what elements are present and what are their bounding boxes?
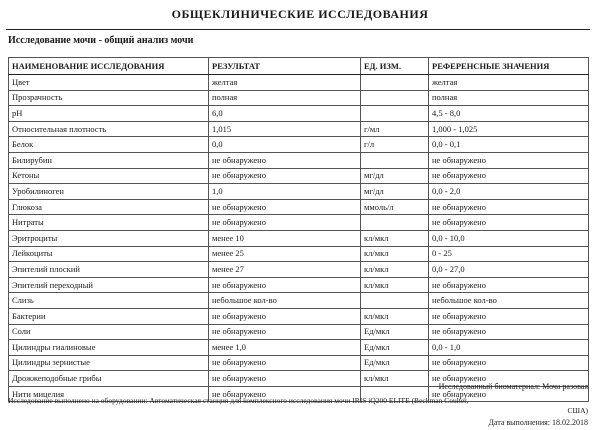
cell-test-name: Нитраты <box>9 215 209 231</box>
cell-unit <box>361 293 429 309</box>
cell-unit: кл/мкл <box>361 308 429 324</box>
cell-test-name: Кетоны <box>9 168 209 184</box>
cell-reference: 0,0 - 10,0 <box>429 230 589 246</box>
cell-reference: 0,0 - 1,0 <box>429 340 589 356</box>
cell-test-name: Цилиндры зернистые <box>9 355 209 371</box>
cell-result: не обнаружено <box>209 324 361 340</box>
cell-test-name: Соли <box>9 324 209 340</box>
table-row <box>9 75 589 91</box>
cell-test-name: Нити мицелия <box>9 386 209 402</box>
cell-unit: ммоль/л <box>361 199 429 215</box>
cell-unit <box>361 215 429 231</box>
cell-unit: Ед/мкл <box>361 340 429 356</box>
cell-reference: небольшое кол-во <box>429 293 589 309</box>
table-header-row <box>9 58 589 75</box>
cell-result: не обнаружено <box>209 199 361 215</box>
cell-reference: 1,000 - 1,025 <box>429 121 589 137</box>
cell-test-name: Прозрачность <box>9 90 209 106</box>
cell-reference: не обнаружено <box>429 386 589 402</box>
equipment-note-text: Исследование выполнено на оборудовании: Автоматическая станция для комплексного исследования мочи IRIS iQ200 ELITE (Beckman Coulter, <box>8 396 469 405</box>
cell-reference: не обнаружено <box>429 215 589 231</box>
cell-test-name: Бактерии <box>9 308 209 324</box>
column-header-unit: ЕД. ИЗМ. <box>361 58 429 75</box>
table-row <box>9 277 589 293</box>
cell-result: не обнаружено <box>209 386 361 402</box>
cell-unit: кл/мкл <box>361 262 429 278</box>
table-row <box>9 152 589 168</box>
table-row <box>9 137 589 153</box>
title-divider <box>6 29 590 30</box>
cell-unit: Ед/мкл <box>361 355 429 371</box>
table-row <box>9 262 589 278</box>
cell-result: не обнаружено <box>209 277 361 293</box>
table-row <box>9 355 589 371</box>
cell-unit <box>361 106 429 122</box>
cell-unit: Ед/мкл <box>361 324 429 340</box>
cell-unit: кл/мкл <box>361 371 429 387</box>
column-header-result: РЕЗУЛЬТАТ <box>209 58 361 75</box>
cell-test-name: Цвет <box>9 75 209 91</box>
table-row <box>9 184 589 200</box>
cell-result: менее 27 <box>209 262 361 278</box>
cell-result: желтая <box>209 75 361 91</box>
cell-reference: 0 - 25 <box>429 246 589 262</box>
equipment-note <box>8 396 588 416</box>
cell-reference: желтая <box>429 75 589 91</box>
cell-reference: не обнаружено <box>429 308 589 324</box>
cell-reference: не обнаружено <box>429 152 589 168</box>
cell-unit: кл/мкл <box>361 277 429 293</box>
cell-unit: г/л <box>361 137 429 153</box>
cell-unit: кл/мкл <box>361 246 429 262</box>
table-row <box>9 246 589 262</box>
cell-result: не обнаружено <box>209 355 361 371</box>
report-title: ОБЩЕКЛИНИЧЕСКИЕ ИССЛЕДОВАНИЯ <box>171 7 429 21</box>
cell-test-name: Слизь <box>9 293 209 309</box>
cell-result: 6,0 <box>209 106 361 122</box>
table-row <box>9 230 589 246</box>
table-row <box>9 121 589 137</box>
results-table-body <box>9 75 589 402</box>
cell-unit <box>361 75 429 91</box>
cell-reference: не обнаружено <box>429 199 589 215</box>
report-subtitle: Исследование мочи - общий анализ мочи <box>8 35 194 46</box>
table-row <box>9 106 589 122</box>
cell-unit <box>361 152 429 168</box>
table-row <box>9 199 589 215</box>
table-row <box>9 293 589 309</box>
results-table <box>8 57 589 402</box>
cell-result: менее 25 <box>209 246 361 262</box>
cell-test-name: Эпителий плоский <box>9 262 209 278</box>
cell-result: 0,0 <box>209 137 361 153</box>
cell-unit: кл/мкл <box>361 230 429 246</box>
equipment-note-end: США) <box>567 406 588 415</box>
cell-reference: полная <box>429 90 589 106</box>
cell-result: менее 1,0 <box>209 340 361 356</box>
cell-reference: 0,0 - 2,0 <box>429 184 589 200</box>
cell-result: не обнаружено <box>209 371 361 387</box>
cell-test-name: Дрожжеподобные грибы <box>9 371 209 387</box>
cell-result: не обнаружено <box>209 308 361 324</box>
cell-unit: мг/дл <box>361 184 429 200</box>
cell-reference: 0,0 - 0,1 <box>429 137 589 153</box>
cell-result: 1,015 <box>209 121 361 137</box>
cell-result: менее 10 <box>209 230 361 246</box>
table-row <box>9 308 589 324</box>
cell-reference: не обнаружено <box>429 371 589 387</box>
cell-test-name: Уробилиноген <box>9 184 209 200</box>
cell-reference: 4,5 - 8,0 <box>429 106 589 122</box>
cell-test-name: pH <box>9 106 209 122</box>
cell-test-name: Цилиндры гиалиновые <box>9 340 209 356</box>
cell-result: не обнаружено <box>209 215 361 231</box>
cell-reference: не обнаружено <box>429 355 589 371</box>
table-row <box>9 324 589 340</box>
cell-result: небольшое кол-во <box>209 293 361 309</box>
cell-test-name: Глюкоза <box>9 199 209 215</box>
cell-result: полная <box>209 90 361 106</box>
cell-result: 1,0 <box>209 184 361 200</box>
biomaterial-note: Исследованный биоматериал: Моча разовая <box>438 382 588 391</box>
cell-reference: не обнаружено <box>429 277 589 293</box>
cell-reference: не обнаружено <box>429 324 589 340</box>
table-row <box>9 215 589 231</box>
cell-test-name: Относительная плотность <box>9 121 209 137</box>
execution-date: Дата выполнения: 18.02.2018 <box>488 418 588 427</box>
cell-test-name: Лейкоциты <box>9 246 209 262</box>
table-row <box>9 168 589 184</box>
column-header-name: НАИМЕНОВАНИЕ ИССЛЕДОВАНИЯ <box>9 58 209 75</box>
cell-test-name: Эритроциты <box>9 230 209 246</box>
cell-reference: не обнаружено <box>429 168 589 184</box>
cell-reference: 0,0 - 27,0 <box>429 262 589 278</box>
cell-test-name: Билирубин <box>9 152 209 168</box>
cell-test-name: Белок <box>9 137 209 153</box>
cell-unit: мг/дл <box>361 168 429 184</box>
cell-unit: г/мл <box>361 121 429 137</box>
column-header-reference: РЕФЕРЕНСНЫЕ ЗНАЧЕНИЯ <box>429 58 589 75</box>
table-row <box>9 90 589 106</box>
cell-result: не обнаружено <box>209 152 361 168</box>
table-row <box>9 340 589 356</box>
cell-unit <box>361 90 429 106</box>
cell-test-name: Эпителий переходный <box>9 277 209 293</box>
cell-result: не обнаружено <box>209 168 361 184</box>
